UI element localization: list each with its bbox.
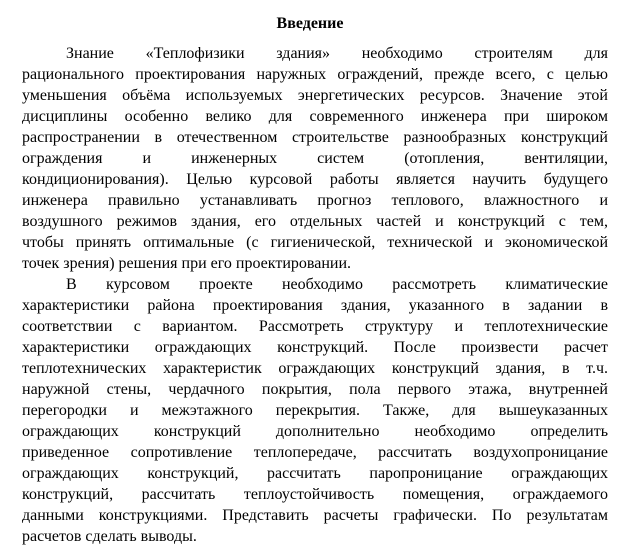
text-line: теплотехнических характеристик ограждающих конструкций здания, в т.ч. <box>22 360 608 377</box>
text-line: рационального проектирования наружных ограждений, прежде всего, с целью <box>22 66 608 83</box>
text-line: воздушного режимов здания, его отдельных частей и конструкций с тем, <box>22 213 608 230</box>
text-line: Знание «Теплофизики здания» необходимо строителям для <box>66 45 608 62</box>
text-line: расчетов сделать выводы. <box>22 528 197 545</box>
text-line: перегородки и межэтажного перекрытия. Также, для вышеуказанных <box>22 402 608 419</box>
text-line: точек зрения) решения при его проектировании. <box>22 255 352 272</box>
document-body <box>22 43 608 547</box>
text-line: приведенное сопротивление теплопередаче, рассчитать воздухопроницание <box>22 444 608 461</box>
text-line: ограждающих конструкций, рассчитать паропроницание ограждающих <box>22 465 608 482</box>
text-line: ограждения и инженерных систем (отопления, вентиляции, <box>22 150 608 167</box>
text-line: инженера правильно устанавливать прогноз теплового, влажностного и <box>22 192 608 209</box>
text-line: чтобы принять оптимальные (с гигиенической, технической и экономической <box>22 234 608 251</box>
text-line: уменьшения объёма используемых энергетических ресурсов. Значение этой <box>22 87 608 104</box>
text-line: В курсовом проекте необходимо рассмотреть климатические <box>66 276 608 293</box>
text-line: наружной стены, чердачного покрытия, пола первого этажа, внутренней <box>22 381 608 398</box>
text-line: кондиционирования). Целью курсовой работы является научить будущего <box>22 171 608 188</box>
text-line: соответствии с вариантом. Рассмотреть структуру и теплотехнические <box>22 318 608 335</box>
text-line: конструкций, рассчитать теплоустойчивость помещения, ограждаемого <box>22 486 608 503</box>
page-title: Введение <box>276 15 344 32</box>
paragraph-2 <box>22 274 608 547</box>
paragraph-1 <box>22 43 608 274</box>
text-line: ограждающих конструкций дополнительно необходимо определить <box>22 423 608 440</box>
text-line: дисциплины особенно велико для современного инженера при широком <box>22 108 608 125</box>
text-line: данными конструкциями. Представить расчеты графически. По результатам <box>22 507 608 524</box>
text-line: характеристики ограждающих конструкций. После произвести расчет <box>22 339 608 356</box>
text-line: распространении в отечественном строительстве разнообразных конструкций <box>22 129 608 146</box>
text-line: характеристики района проектирования здания, указанного в задании в <box>22 297 608 314</box>
